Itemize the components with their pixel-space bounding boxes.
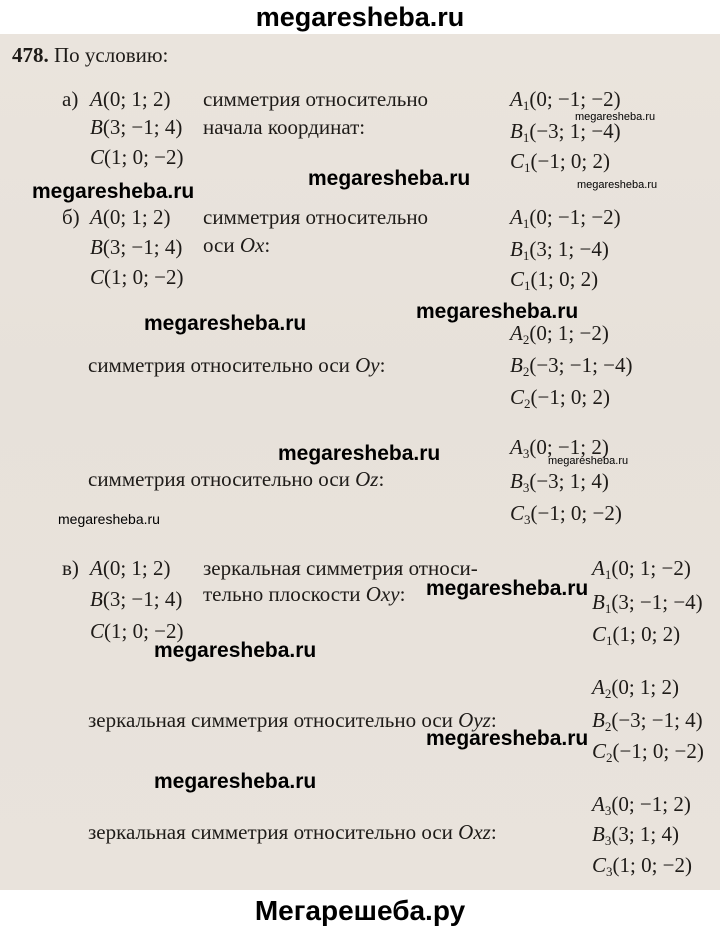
part-a-result-c: $C_1(-1$; 0; 2): [510, 149, 611, 175]
oxz-result-b: $B_3(3$; 1; 4): [592, 822, 679, 848]
problem-number: 478.: [12, 43, 49, 67]
watermark: megaresheba.ru: [144, 312, 307, 335]
part-c-result-a: $A_1(0$; 1; −2): [592, 556, 691, 582]
oy-desc: симметрия относительно оси Oy:: [88, 353, 386, 377]
oz-result-a: $A_3(0$; −1; 2): [510, 435, 609, 461]
part-a-given-a: A(0; 1; 2): [90, 87, 171, 111]
part-c-desc-line1: зеркальная симметрия относи-: [203, 556, 478, 580]
site-footer: [0, 890, 720, 931]
watermark-small: megaresheba.ru: [577, 179, 658, 191]
problem-heading: [12, 42, 168, 68]
part-b-desc-line2: оси Ox:: [203, 233, 271, 257]
watermark-small: megaresheba.ru: [58, 511, 160, 527]
part-a-result-a: $A_1(0$; −1; −2): [510, 87, 621, 113]
site-header: [0, 0, 720, 34]
part-a-given-c: C(1; 0; −2): [90, 145, 184, 169]
oyz-result-c: $C_2(-1$; 0; −2): [592, 739, 704, 765]
part-a-desc-line1: симметрия относительно: [203, 87, 429, 111]
solution-page: [0, 34, 720, 890]
watermark-small: megaresheba.ru: [548, 455, 629, 467]
oz-desc: симметрия относительно оси Oz:: [88, 467, 385, 491]
part-a-result-b: $B_1(-3$; 1; −4): [510, 119, 621, 145]
oyz-result-b: $B_2(-3$; −1; 4): [592, 708, 703, 734]
problem-intro: По условию:: [54, 43, 169, 67]
oy-result-c: $C_2(-1$; 0; 2): [510, 385, 611, 411]
watermark: megaresheba.ru: [308, 167, 471, 190]
oz-result-b: $B_3(-3$; 1; 4): [510, 469, 609, 495]
watermark: megaresheba.ru: [278, 442, 441, 465]
part-c-result-b: $B_1(3$; −1; −4): [592, 590, 703, 616]
part-b-desc-line1: симметрия относительно: [203, 205, 429, 229]
part-b-given-c: C(1; 0; −2): [90, 265, 184, 289]
part-b-result-c: $C_1(1$; 0; 2): [510, 267, 599, 293]
part-b-given-a: A(0; 1; 2): [90, 205, 171, 229]
oz-result-c: $C_3(-1$; 0; −2): [510, 501, 622, 527]
part-a-given-b: B(3; −1; 4): [90, 115, 183, 139]
oy-result-a: $A_2(0$; 1; −2): [510, 321, 609, 347]
oy-result-b: $B_2(-3$; −1; −4): [510, 353, 633, 379]
watermark: megaresheba.ru: [154, 770, 317, 793]
part-c-given-b: B(3; −1; 4): [90, 587, 183, 611]
part-c-result-c: $C_1(1$; 0; 2): [592, 622, 681, 648]
watermark: megaresheba.ru: [32, 180, 195, 203]
oxz-result-c: $C_3(1$; 0; −2): [592, 853, 693, 879]
oxz-desc: зеркальная симметрия относительно оси Oxz:: [88, 820, 497, 844]
watermark: megaresheba.ru: [154, 639, 317, 662]
part-c-given-c: C(1; 0; −2): [90, 619, 184, 643]
part-c-desc-line2: тельно плоскости Oxy:: [203, 582, 406, 606]
watermark: megaresheba.ru: [416, 300, 579, 323]
oyz-result-a: $A_2(0$; 1; 2): [592, 675, 679, 701]
site-footer-text: Мегарешеба.ру: [254, 895, 466, 926]
part-b-given-b: B(3; −1; 4): [90, 235, 183, 259]
oyz-desc: зеркальная симметрия относительно оси Oyz:: [88, 708, 497, 732]
oxz-result-a: $A_3(0$; −1; 2): [592, 792, 691, 818]
part-c-given-a: A(0; 1; 2): [90, 556, 171, 580]
watermark-small: megaresheba.ru: [575, 111, 656, 123]
part-b-result-b: $B_1(3$; 1; −4): [510, 237, 609, 263]
watermark: megaresheba.ru: [426, 577, 589, 600]
part-a-desc-line2: начала координат:: [203, 115, 366, 139]
part-b-result-a: $A_1(0$; −1; −2): [510, 205, 621, 231]
part-a-label: а): [62, 87, 79, 111]
site-header-text: megaresheba.ru: [255, 2, 465, 32]
part-c-label: в): [62, 556, 79, 580]
watermark: megaresheba.ru: [426, 727, 589, 750]
part-b-label: б): [62, 205, 80, 229]
